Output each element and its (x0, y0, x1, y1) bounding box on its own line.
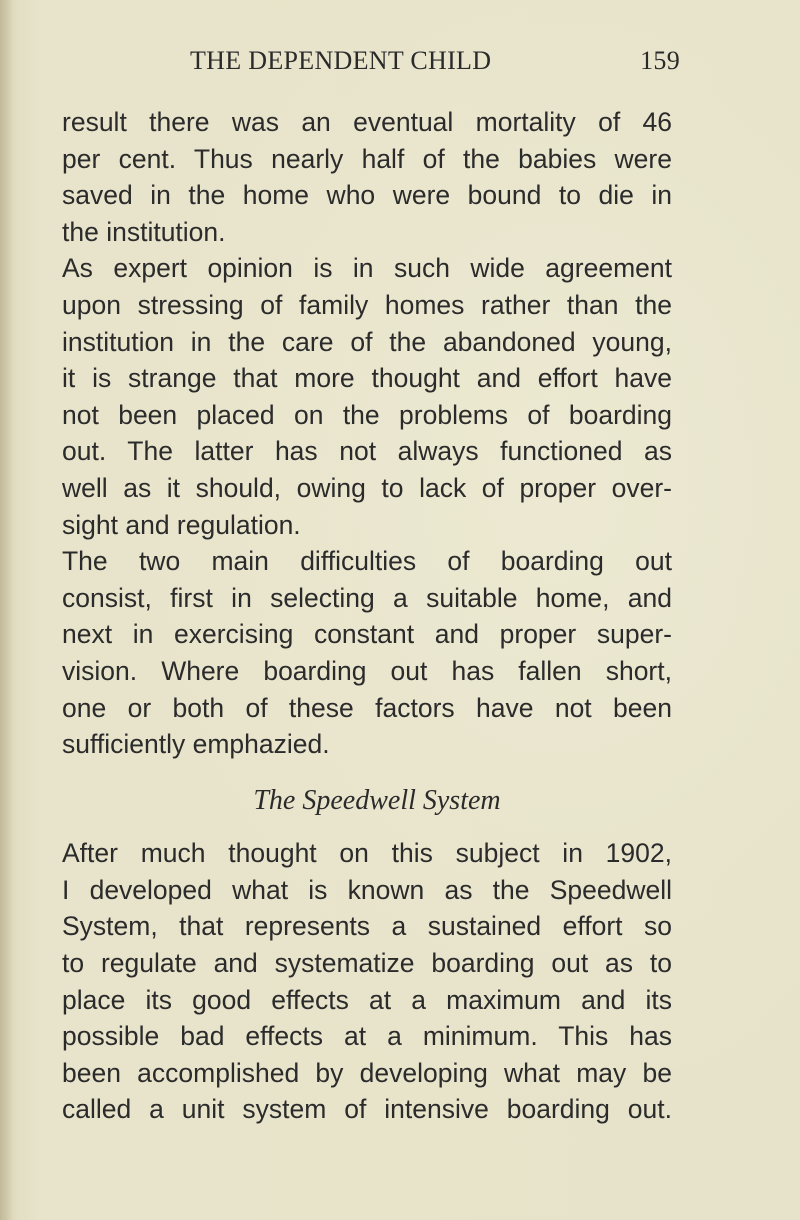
text-line: saved in the home who were bound to die in (62, 180, 672, 211)
text-line: one or both of these factors have not been (62, 692, 672, 723)
text-line: the institution. (62, 216, 226, 247)
text-line: upon stressing of family homes rather than the (62, 289, 672, 320)
text-line: place its good effects at a maximum and its (62, 984, 672, 1015)
body-text (62, 104, 672, 1128)
text-line: result there was an eventual mortality of 46 (62, 107, 672, 137)
text-line: out. The latter has not always functioned as (62, 436, 672, 467)
running-head-title: THE DEPENDENT CHILD (190, 46, 492, 75)
text-line: possible bad effects at a minimum. This has (62, 1021, 672, 1052)
text-line: next in exercising constant and proper super- (62, 619, 672, 650)
text-line: The two main difficulties of boarding out (62, 546, 672, 577)
text-line: to regulate and systematize boarding out as to (62, 948, 672, 979)
text-line: consist, first in selecting a suitable home, and (62, 582, 672, 613)
running-head (190, 46, 680, 86)
page-number: 159 (640, 46, 680, 75)
section-heading: The Speedwell System (253, 784, 501, 816)
text-line: sufficiently emphazied. (62, 729, 330, 760)
text-line: I developed what is known as the Speedwell (62, 874, 672, 905)
page-gutter-shadow (0, 0, 14, 1220)
text-line: per cent. Thus nearly half of the babies were (62, 143, 672, 174)
text-line: it is strange that more thought and effort have (62, 363, 672, 394)
text-line: sight and regulation. (62, 509, 301, 540)
text-line: After much thought on this subject in 1902, (62, 838, 672, 869)
text-line: institution in the care of the abandoned young, (62, 326, 672, 357)
text-line: well as it should, owing to lack of proper over- (62, 472, 672, 503)
text-line: been accomplished by developing what may be (62, 1057, 672, 1088)
text-line: As expert opinion is in such wide agreement (62, 253, 672, 284)
text-line: not been placed on the problems of boarding (62, 399, 672, 430)
text-line: called a unit system of intensive boarding out. (62, 1094, 672, 1125)
text-line: vision. Where boarding out has fallen short, (62, 655, 672, 686)
text-line: System, that represents a sustained effort so (62, 911, 672, 942)
